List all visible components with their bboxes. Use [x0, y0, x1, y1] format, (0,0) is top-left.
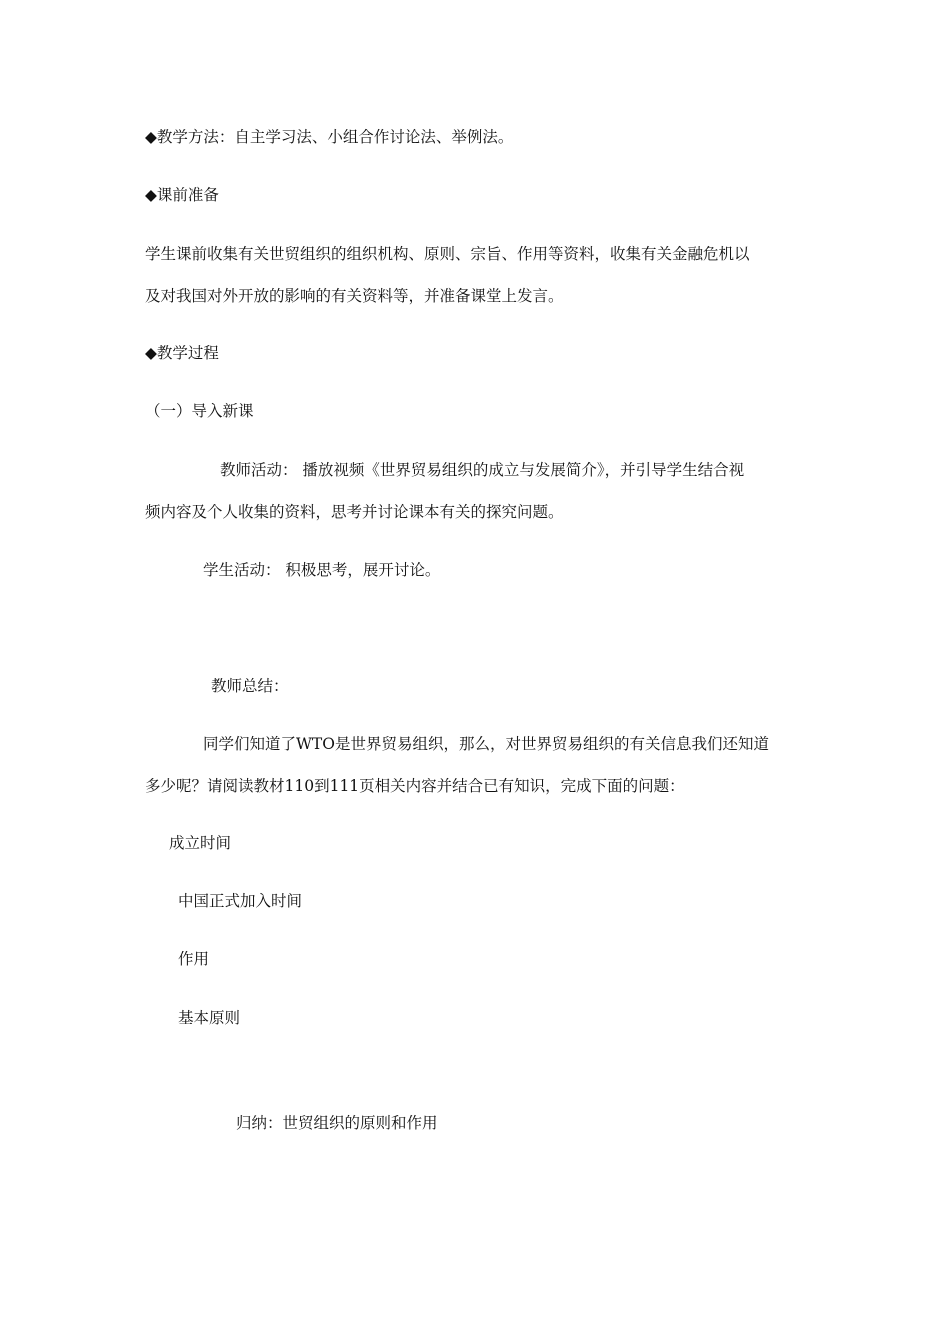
question-item-founded: 成立时间 — [169, 834, 232, 852]
teacher-activity-line-1: 教师活动： 播放视频《世界贸易组织的成立与发展简介》，并引导学生结合视 — [220, 461, 745, 479]
conclusion-line: 归纳：世贸组织的原则和作用 — [236, 1114, 438, 1132]
prep-heading: ◆课前准备 — [145, 186, 219, 204]
prep-paragraph-line-2: 及对我国对外开放的影响的有关资料等，并准备课堂上发言。 — [145, 287, 564, 305]
teacher-summary-label: 教师总结： — [211, 677, 289, 695]
question-item-principles: 基本原则 — [178, 1009, 241, 1027]
intro-heading: （一）导入新课 — [145, 402, 254, 420]
summary-line-1: 同学们知道了WTO是世界贸易组织，那么，对世界贸易组织的有关信息我们还知道 — [203, 735, 769, 753]
teaching-method-line: ◆教学方法：自主学习法、小组合作讨论法、举例法。 — [145, 128, 514, 146]
student-activity-line: 学生活动： 积极思考，展开讨论。 — [203, 561, 441, 579]
prep-paragraph-line-1: 学生课前收集有关世贸组织的组织机构、原则、宗旨、作用等资料，收集有关金融危机以 — [145, 245, 750, 263]
question-item-china-join: 中国正式加入时间 — [178, 892, 303, 910]
process-heading: ◆教学过程 — [145, 344, 219, 362]
teacher-activity-line-2: 频内容及个人收集的资料，思考并讨论课本有关的探究问题。 — [145, 503, 564, 521]
summary-line-2: 多少呢？请阅读教材110到111页相关内容并结合已有知识，完成下面的问题： — [145, 777, 685, 795]
question-item-role: 作用 — [178, 950, 210, 968]
